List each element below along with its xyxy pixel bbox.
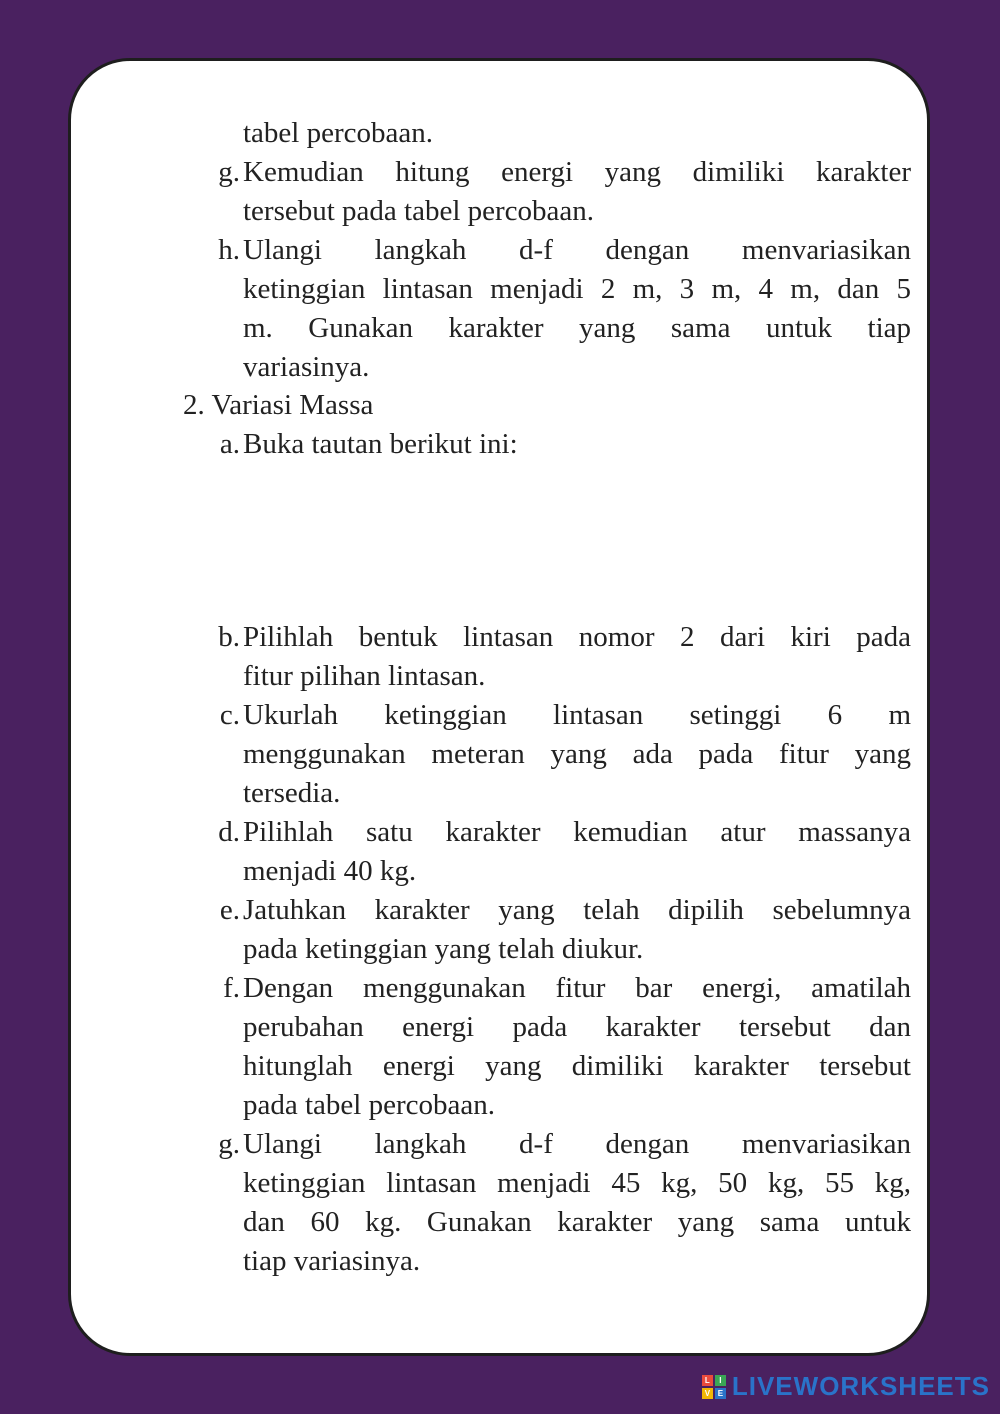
liveworksheets-logo[interactable] bbox=[702, 1371, 990, 1402]
step-e-marker: e. bbox=[219, 894, 240, 926]
step-c-marker: c. bbox=[219, 699, 240, 731]
step-d-marker: d. bbox=[218, 816, 240, 848]
step-h-line: Ulangi langkah d-f dengan menvariasikan bbox=[243, 234, 911, 266]
logo-letter: E bbox=[715, 1388, 726, 1399]
step-g2-line: dan 60 kg. Gunakan karakter yang sama untuk bbox=[243, 1206, 911, 1238]
step-f-line: perubahan energi pada karakter tersebut dan bbox=[243, 1011, 911, 1043]
step-f-continuation: tabel percobaan. bbox=[243, 117, 434, 149]
step-h-line: m. Gunakan karakter yang sama untuk tiap bbox=[243, 312, 911, 344]
step-g2-line: Ulangi langkah d-f dengan menvariasikan bbox=[243, 1128, 911, 1160]
step-b-marker: b. bbox=[218, 621, 240, 653]
step-g2-line: tiap variasinya. bbox=[243, 1245, 421, 1277]
brand-name: LIVEWORKSHEETS bbox=[731, 1371, 990, 1401]
step-a-text: Buka tautan berikut ini: bbox=[243, 428, 518, 460]
step-h-line: ketinggian lintasan menjadi 2 m, 3 m, 4 m, dan 5 bbox=[243, 273, 911, 305]
logo-letter: V bbox=[702, 1388, 713, 1399]
step-d-line: Pilihlah satu karakter kemudian atur massanya bbox=[243, 816, 911, 848]
step-f-line: pada tabel percobaan. bbox=[243, 1089, 495, 1121]
step-f-line: Dengan menggunakan fitur bar energi, amatilah bbox=[243, 972, 911, 1004]
step-e-line: pada ketinggian yang telah diukur. bbox=[243, 933, 644, 965]
step-g-marker: g. bbox=[218, 156, 240, 188]
logo-letter: I bbox=[715, 1375, 726, 1386]
step-g2-line: ketinggian lintasan menjadi 45 kg, 50 kg, 55 kg, bbox=[243, 1167, 911, 1199]
step-f-marker: f. bbox=[223, 972, 240, 1004]
step-h-line: variasinya. bbox=[243, 351, 370, 383]
step-c-line: tersedia. bbox=[243, 777, 341, 809]
step-c-line: Ukurlah ketinggian lintasan setinggi 6 m bbox=[243, 699, 911, 731]
step-c-line: menggunakan meteran yang ada pada fitur yang bbox=[243, 738, 911, 770]
step-f-line: hitunglah energi yang dimiliki karakter tersebut bbox=[243, 1050, 911, 1082]
step-e-line: Jatuhkan karakter yang telah dipilih sebelumnya bbox=[243, 894, 911, 926]
step-g-line: tersebut pada tabel percobaan. bbox=[243, 195, 595, 227]
section-heading: 2. Variasi Massa bbox=[183, 389, 374, 421]
logo-letter: L bbox=[702, 1375, 713, 1386]
step-d-line: menjadi 40 kg. bbox=[243, 855, 417, 887]
step-g-line: Kemudian hitung energi yang dimiliki karakter bbox=[243, 156, 911, 188]
logo-mark-icon bbox=[702, 1375, 726, 1399]
step-a-marker: a. bbox=[219, 428, 240, 460]
step-h-marker: h. bbox=[218, 234, 240, 266]
step-b-line: Pilihlah bentuk lintasan nomor 2 dari kiri pada bbox=[243, 621, 911, 653]
step-g2-marker: g. bbox=[218, 1128, 240, 1160]
step-b-line: fitur pilihan lintasan. bbox=[243, 660, 486, 692]
